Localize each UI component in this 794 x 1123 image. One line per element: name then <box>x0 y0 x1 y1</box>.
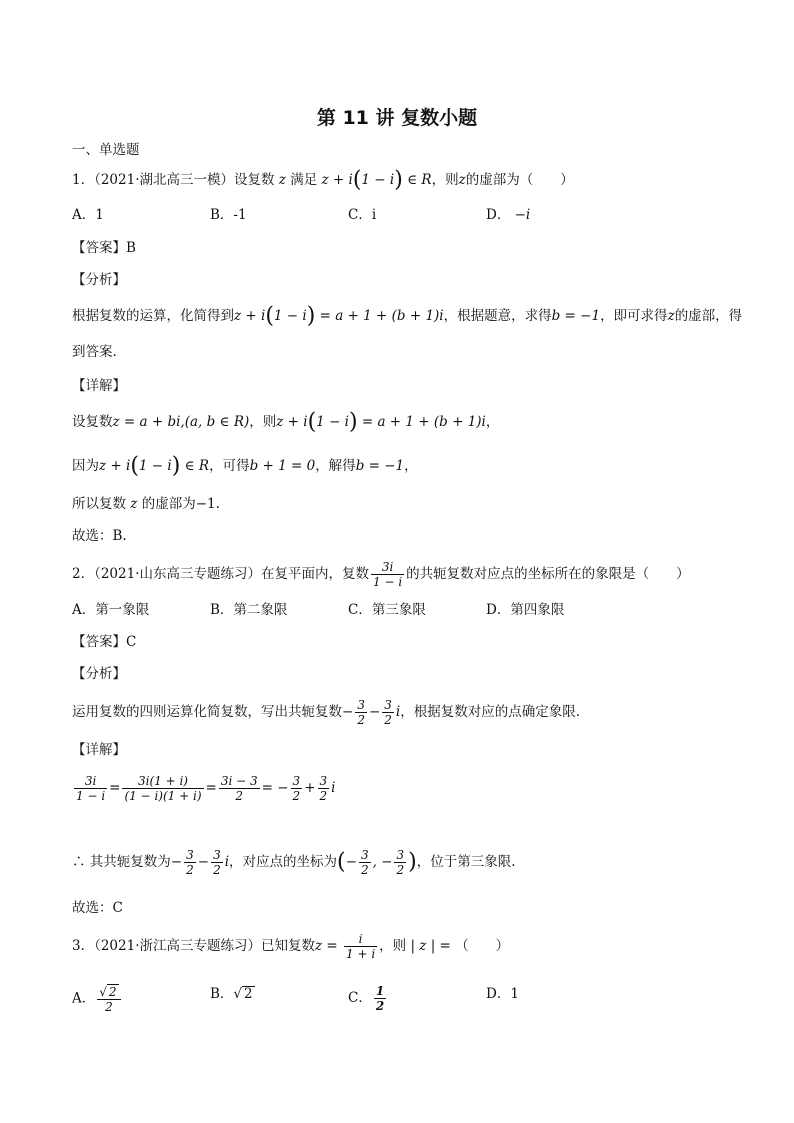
section-heading: 一、单选题 <box>72 142 140 158</box>
q2-option-c: C．第三象限 <box>348 602 426 618</box>
q1-detail-line1: 设复数z = a + bi,(a, b ∈ R)，则z + i(1 − i) = a + 1 + (b + 1)i， <box>72 409 500 435</box>
q1-answer: 【答案】B <box>72 240 136 256</box>
page-title: 第 11 讲 复数小题 <box>316 107 478 129</box>
q1-detail-label: 【详解】 <box>72 378 126 394</box>
q2-answer: 【答案】C <box>72 634 137 650</box>
q2-detail-equation: $\frac{3i}{1 - i}$ = $\frac{3i(1 + i)}{(1 - i)(1 + i)}$ = $\frac{3i - 3}{2}$ = − $\frac{3}{2}$ + $\frac{3}{2}$ i <box>76 774 336 803</box>
q2-analysis-line: 运用复数的四则运算化简复数，写出共轭复数− $\frac{3}{2}$ − $\frac{3}{2}$ i，根据复数对应的点确定象限. <box>72 698 581 727</box>
q2-option-a: A．第一象限 <box>72 602 150 618</box>
q1-analysis-line1: 根据复数的运算，化简得到z + i(1 − i) = a + 1 + (b + 1)i，根据题意，求得b = −1，即可求得z的虚部，得 <box>72 303 743 329</box>
q2-detail-label: 【详解】 <box>72 742 126 758</box>
q3-option-c: C． $\frac{1}{2}$ <box>348 984 385 1013</box>
q3-stem: 3．（2021·浙江高三专题练习）已知复数z = $\frac{i}{1 + i}$ ，则 | z | = （ ） <box>72 932 510 961</box>
q1-analysis-line2: 到答案. <box>72 344 117 360</box>
q1-option-a: A．1 <box>72 207 104 223</box>
q1-detail-line3: 所以复数 z 的虚部为−1. <box>72 496 220 512</box>
q2-conclusion: ∴ 其共轭复数为− $\frac{3}{2}$ − $\frac{3}{2}$ i，对应点的坐标为(− $\frac{3}{2}$ , − $\frac{3}{2}$ )，位于第三象限. <box>72 848 516 877</box>
q1-choose: 故选：B. <box>72 528 127 544</box>
q2-analysis-label: 【分析】 <box>72 666 126 682</box>
q3-option-a: A． $\frac{√ 2}{2}$ <box>72 984 123 1014</box>
q2-choose: 故选：C <box>72 900 123 916</box>
q1-option-b: B．-1 <box>210 207 247 223</box>
q1-option-c: C．i <box>348 207 377 223</box>
q1-option-d: D． −i <box>486 207 531 223</box>
q1-stem: 1．（2021·湖北高三一模）设复数 z 满足 z + i(1 − i) ∈ R，则z的虚部为（ ） <box>72 167 574 193</box>
q2-option-b: B．第二象限 <box>210 602 288 618</box>
q3-option-b: B．√ 2 <box>210 986 253 1002</box>
q2-option-d: D．第四象限 <box>486 602 565 618</box>
q3-option-d: D．1 <box>486 986 519 1002</box>
q1-analysis-label: 【分析】 <box>72 272 126 288</box>
q1-detail-line2: 因为z + i(1 − i) ∈ R，可得b + 1 = 0，解得b = −1， <box>72 453 418 479</box>
q2-stem: 2．（2021·山东高三专题练习）在复平面内，复数 $\frac{3i}{1 - i}$ 的共轭复数对应点的坐标所在的象限是（ ） <box>72 560 690 589</box>
